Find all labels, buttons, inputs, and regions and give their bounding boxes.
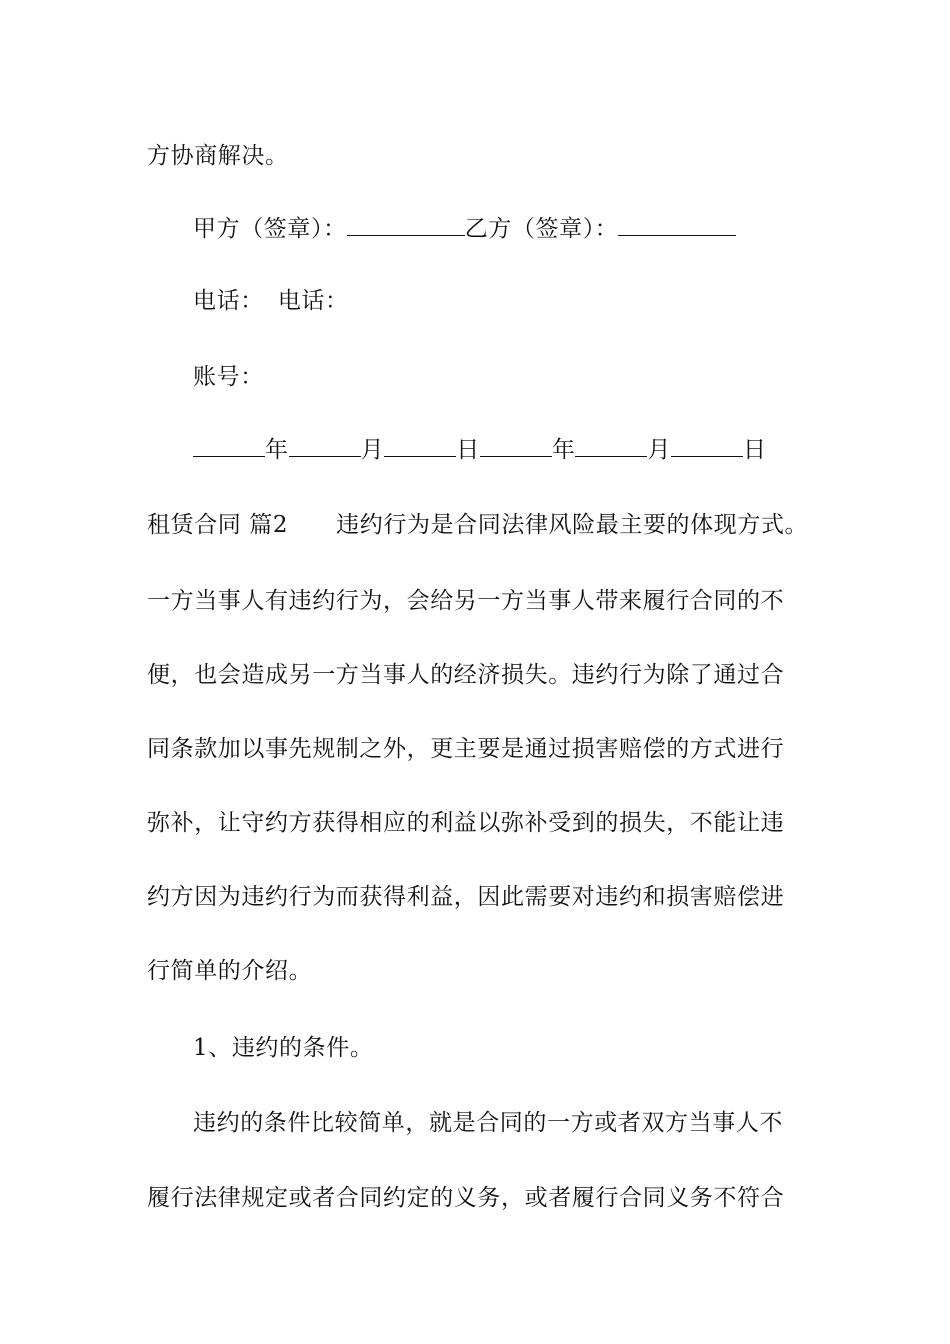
body-line: 约方因为违约行为而获得利益，因此需要对违约和损害赔偿进: [147, 884, 785, 910]
body-line: 行简单的介绍。: [147, 958, 313, 984]
date-blank: [575, 434, 647, 457]
date-blank: [480, 434, 552, 457]
body-line: 便，也会造成另一方当事人的经济损失。违约行为除了通过合: [147, 662, 785, 688]
phone-label-b: 电话：: [277, 288, 349, 314]
phone-label-a: 电话：: [193, 288, 264, 314]
date-blank: [193, 434, 265, 457]
date-blank: [384, 434, 456, 457]
section-title: 租赁合同 篇2: [147, 512, 289, 538]
date-day-label: 日: [743, 437, 767, 463]
body-line: 一方当事人有违约行为，会给另一方当事人带来履行合同的不: [147, 588, 785, 614]
date-day-label: 日: [456, 437, 480, 463]
paragraph-ending: 方协商解决。: [147, 143, 289, 169]
section-first-text: 违约行为是合同法律风险最主要的体现方式。: [336, 512, 809, 538]
body-line: 弥补，让守约方获得相应的利益以弥补受到的损失，不能让违: [147, 810, 785, 836]
body-line: 违约的条件比较简单，就是合同的一方或者双方当事人不: [193, 1110, 783, 1136]
party-b-label: 乙方（签章）：: [464, 216, 619, 242]
date-month-label: 月: [647, 437, 672, 463]
body-line: 同条款加以事先规制之外，更主要是通过损害赔偿的方式进行: [147, 736, 785, 762]
date-year-label: 年: [551, 437, 576, 463]
account-line: 账号：: [193, 364, 264, 390]
date-blank: [289, 434, 361, 457]
section-first-line: [147, 510, 808, 540]
date-blank: [671, 434, 743, 457]
party-a-label: 甲方（签章）：: [193, 216, 347, 242]
date-month-label: 月: [360, 437, 385, 463]
date-line: [193, 434, 767, 465]
party-a-signature-blank: [347, 213, 465, 236]
section-heading: 1、违约的条件。: [193, 1035, 374, 1061]
phone-line: [193, 286, 349, 316]
body-line: 履行法律规定或者合同约定的义务，或者履行合同义务不符合: [147, 1185, 785, 1211]
date-year-label: 年: [265, 437, 289, 463]
signature-line: [193, 213, 736, 244]
party-b-signature-blank: [618, 213, 736, 236]
